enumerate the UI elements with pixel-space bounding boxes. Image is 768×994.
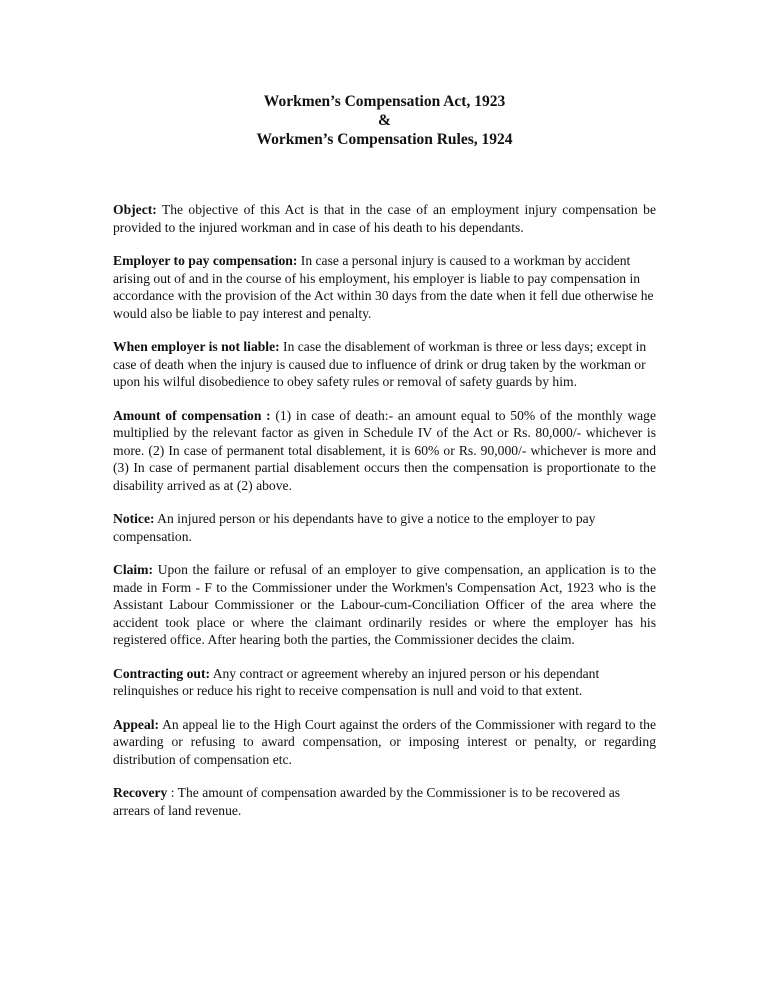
section-employer-to-pay	[113, 252, 656, 322]
section-heading: Contracting out:	[113, 665, 211, 681]
title-act: Workmen’s Compensation Act, 1923	[263, 93, 506, 110]
section-body: An appeal lie to the High Court against the orders of the Commissioner with regard to the awarding or refusing to award compensation, or imposing interest or penalty, or regarding distribution of compensation etc.	[113, 716, 656, 767]
section-body: An injured person or his dependants have to give a notice to the employer to pay compensation.	[113, 511, 596, 544]
section-heading: Amount of compensation :	[113, 407, 271, 423]
section-amount-of-compensation	[113, 407, 656, 495]
section-employer-not-liable	[113, 338, 656, 391]
document-title	[113, 92, 656, 149]
section-heading: Notice:	[113, 511, 155, 526]
section-claim	[113, 561, 656, 649]
section-heading: Recovery	[113, 785, 168, 800]
section-heading: Employer to pay compensation:	[113, 253, 298, 268]
section-recovery	[113, 784, 656, 819]
section-heading: Claim:	[113, 562, 154, 577]
section-body: In case the disablement of workman is three or less days; except in case of death when the injury is caused due to influence of drink or drug taken by the workman or upon his wilful disobedience to obey safety rules or removal of safety guards by him.	[113, 339, 647, 389]
title-ampersand: &	[378, 112, 391, 129]
section-body: In case a personal injury is caused to a workman by accident arising out of and in the course of his employment, his employer is liable to pay compensation in accordance with the provision of the Act within 30 days from the date when it fell due otherwise he would also be liable to pay interest and penalty.	[113, 253, 654, 321]
section-heading: When employer is not liable:	[113, 339, 280, 354]
title-rules: Workmen’s Compensation Rules, 1924	[256, 131, 513, 148]
section-heading: Object:	[113, 202, 157, 217]
section-body: The objective of this Act is that in the case of an employment injury compensation be provided to the injured workman and in case of his death to his dependants.	[113, 202, 656, 235]
section-contracting-out	[113, 665, 656, 700]
section-body: (1) in case of death:- an amount equal to 50% of the monthly wage multiplied by the relevant factor as given in Schedule IV of the Act or Rs. 80,000/- whichever is more. (2) In case of permanent total disablement, it is 60% or Rs. 90,000/- whichever is more and (3) In case of permanent partial disablement occurs then the compensation is proportionate to the disability arrived as at (2) above.	[113, 407, 656, 493]
section-notice	[113, 510, 656, 545]
section-appeal	[113, 716, 656, 769]
section-body: Upon the failure or refusal of an employer to give compensation, an application is to the made in Form - F to the Commissioner under the Workmen's Compensation Act, 1923 who is the Assistant Labour Commissioner or the Labour-cum-Conciliation Officer of the area where the accident took place or where the claimant ordinarily resides or where the employer has his registered office. After hearing both the parties, the Commissioner decides the claim.	[113, 562, 656, 647]
section-heading: Appeal:	[113, 716, 160, 732]
section-body: : The amount of compensation awarded by the Commissioner is to be recovered as arrears of land revenue.	[113, 785, 621, 818]
section-object	[113, 201, 656, 236]
document-page	[113, 92, 656, 835]
section-body: Any contract or agreement whereby an injured person or his dependant relinquishes or reduce his right to receive compensation is null and void to that extent.	[113, 665, 600, 698]
